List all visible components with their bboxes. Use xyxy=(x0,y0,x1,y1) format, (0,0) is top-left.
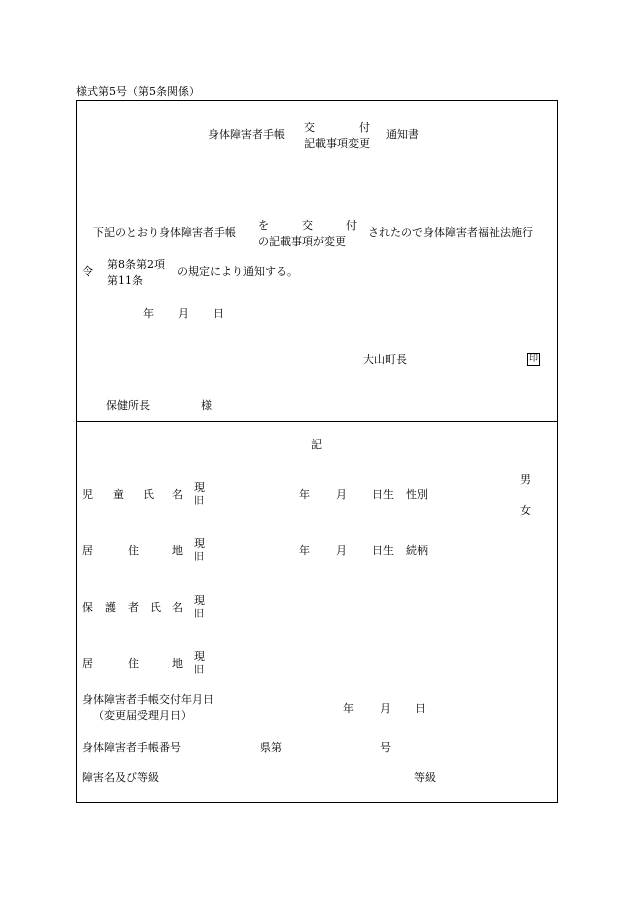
gender-male: 男 xyxy=(520,473,531,486)
label-char: 氏 xyxy=(143,488,154,501)
label-char: 居 xyxy=(82,657,93,670)
body-article-2: 第11条 xyxy=(107,274,143,287)
number-suffix: 号 xyxy=(380,741,391,754)
date-day-label: 日 xyxy=(213,307,224,320)
body-line2-suffix: の規定により通知する。 xyxy=(177,265,298,278)
recipient: 保健所長 xyxy=(106,399,150,412)
honorific: 様 xyxy=(201,399,212,412)
title-option-change: 記載事項変更 xyxy=(304,137,370,150)
label-char: 氏 xyxy=(150,601,161,614)
prefecture-label: 県第 xyxy=(260,741,282,754)
old-marker: 旧 xyxy=(194,552,204,563)
current-marker: 現 xyxy=(194,594,205,607)
birth-year-label: 年 xyxy=(299,488,310,501)
issue-month-label: 月 xyxy=(380,702,391,715)
current-marker: 現 xyxy=(194,481,205,494)
body-option-change: の記載事項が変更 xyxy=(258,235,346,248)
label-char: 地 xyxy=(172,544,183,557)
label-char: 護 xyxy=(105,601,116,614)
title-option-issue: 交 付 xyxy=(304,121,370,134)
label-char: 名 xyxy=(172,601,183,614)
label-char: 住 xyxy=(128,544,139,557)
seal-stamp-box: 印 xyxy=(528,354,538,364)
body-line1-suffix: されたので身体障害者福祉法施行 xyxy=(368,226,533,239)
date-year-label: 年 xyxy=(143,307,154,320)
birth-month-label: 月 xyxy=(336,488,347,501)
section-divider xyxy=(76,421,558,422)
label-char: 保 xyxy=(82,601,93,614)
label-char: 地 xyxy=(172,657,183,670)
title-suffix: 通知書 xyxy=(386,128,419,141)
title-notebook: 身体障害者手帳 xyxy=(208,128,285,141)
old-marker: 旧 xyxy=(194,496,204,507)
issue-date-sublabel: （変更届受理月日） xyxy=(93,709,192,722)
sender-name: 大山町長 xyxy=(363,353,407,366)
body-article-1: 第8条第2項 xyxy=(107,258,165,271)
relation-label: 続柄 xyxy=(406,544,428,557)
issue-day-label: 日 xyxy=(415,702,426,715)
body-line2-prefix: 令 xyxy=(82,265,93,278)
label-char: 児 xyxy=(82,488,93,501)
label-char: 童 xyxy=(113,488,124,501)
gender-label: 性別 xyxy=(406,488,428,501)
issue-year-label: 年 xyxy=(343,702,354,715)
grade-suffix: 等級 xyxy=(414,771,436,784)
label-char: 居 xyxy=(82,544,93,557)
issue-date-label: 身体障害者手帳交付年月日 xyxy=(82,693,214,706)
form-label: 様式第5号（第5条関係） xyxy=(76,85,200,98)
address-month-label: 月 xyxy=(336,544,347,557)
label-char: 名 xyxy=(172,488,183,501)
address-day-label: 日生 xyxy=(372,544,394,557)
body-line1-prefix: 下記のとおり身体障害者手帳 xyxy=(93,226,236,239)
address-year-label: 年 xyxy=(299,544,310,557)
body-option-issue: を 交 付 xyxy=(258,219,357,232)
gender-female: 女 xyxy=(520,504,531,517)
current-marker: 現 xyxy=(194,650,205,663)
birth-day-label: 日生 xyxy=(372,488,394,501)
label-char: 住 xyxy=(128,657,139,670)
disability-label: 障害名及び等級 xyxy=(82,771,159,784)
old-marker: 旧 xyxy=(194,609,204,620)
ki-heading: 記 xyxy=(311,438,322,451)
date-month-label: 月 xyxy=(178,307,189,320)
label-char: 者 xyxy=(128,601,139,614)
current-marker: 現 xyxy=(194,537,205,550)
old-marker: 旧 xyxy=(194,665,204,676)
notebook-number-label: 身体障害者手帳番号 xyxy=(82,741,181,754)
